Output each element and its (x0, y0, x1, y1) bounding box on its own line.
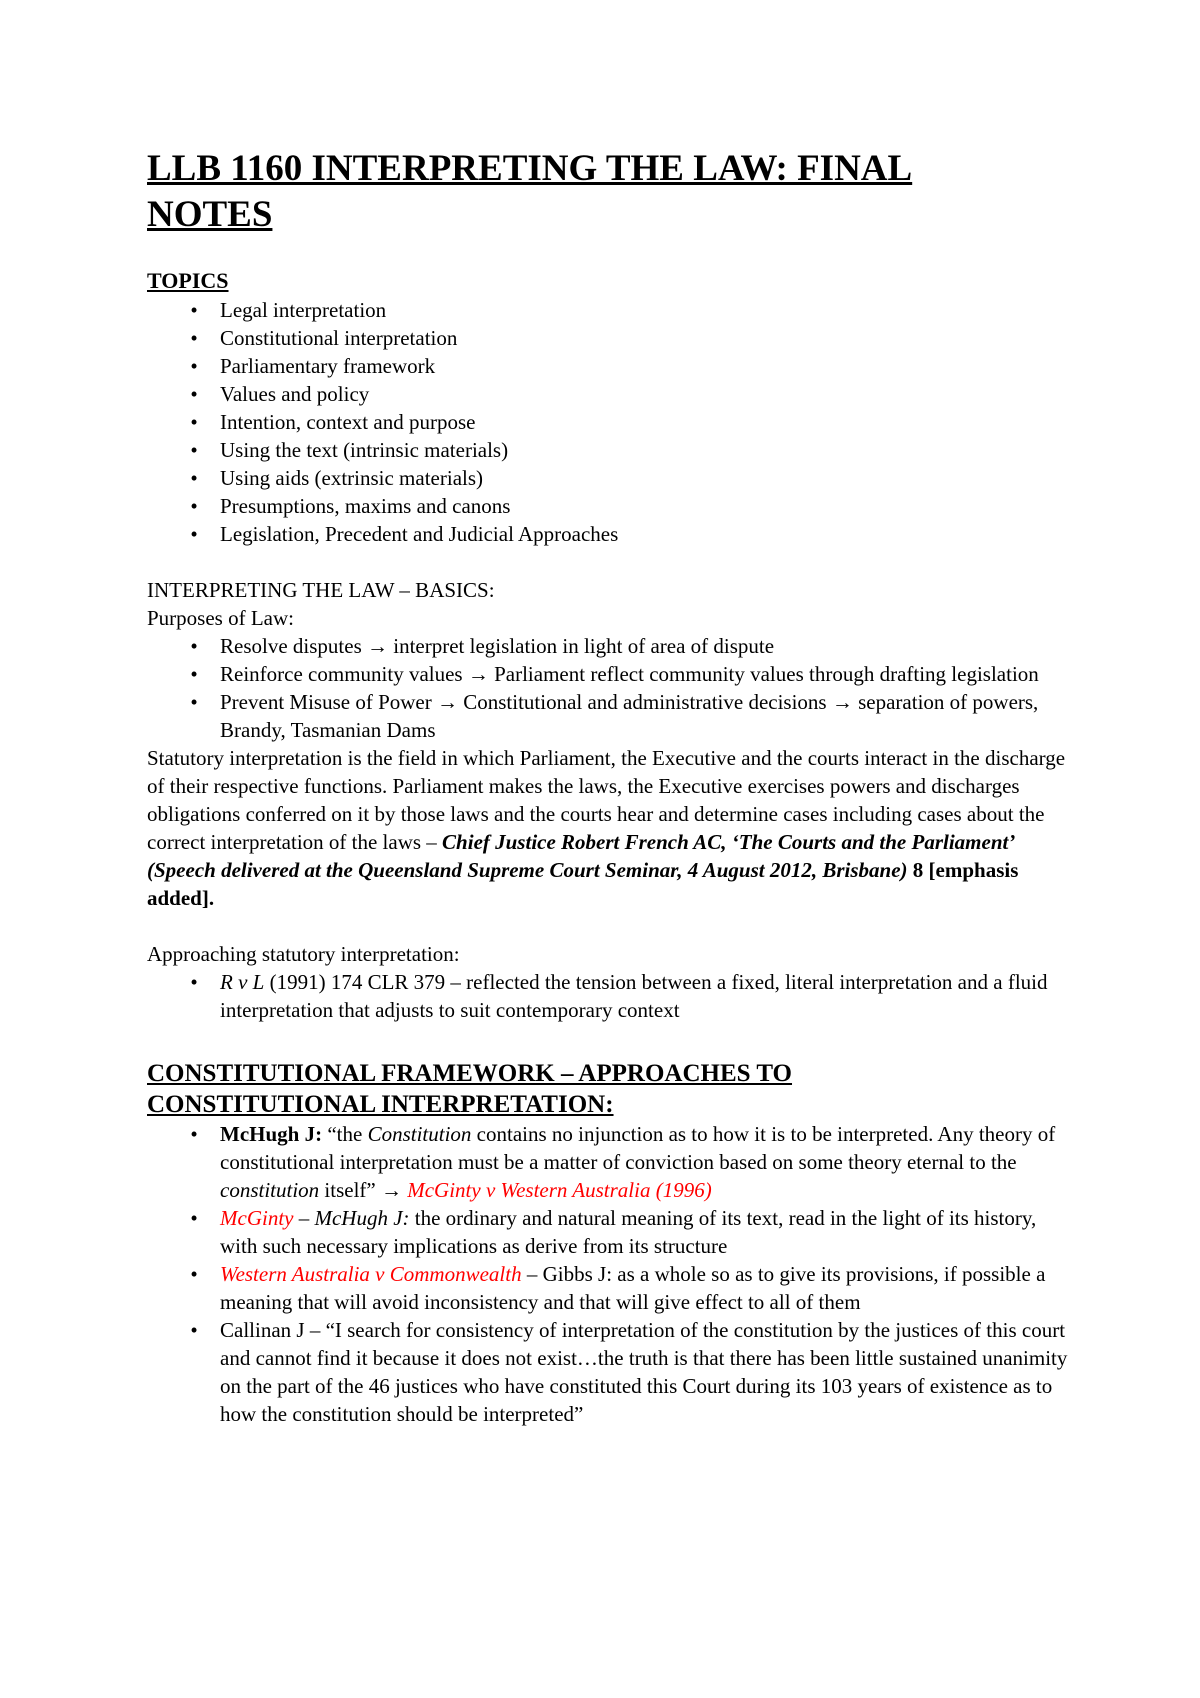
bullet-icon: • (190, 662, 198, 686)
judge-name: McHugh J: (314, 1206, 410, 1230)
constitutional-list (147, 1120, 1077, 1428)
document-title: LLB 1160 INTERPRETING THE LAW: FINAL NOTES (147, 148, 913, 235)
statutory-paragraph: Statutory interpretation is the field in which Parliament, the Executive and the courts interact in the discharge of their respective functions. Parliament makes the laws, the Executive exercises powers and discharges obligations conferred on it by those laws and the courts hear and determine cases including cases about the correct interpretation of the laws – Chief Justice Robert French AC, ‘The Courts and the Parliament’ (Speech delivered at the Queensland Supreme Court Seminar, 4 August 2012, Brisbane) 8 [emphasis added]. (147, 746, 1066, 910)
arrow-right-icon: → (831, 690, 853, 714)
list-item: • Reinforce community values → Parliament reflect community values through drafting legislation (147, 660, 1077, 688)
bullet-icon: • (190, 494, 198, 518)
list-item: • R v L (1991) 174 CLR 379 – reflected the tension between a fixed, literal interpretation and a fluid interpretation that adjusts to suit contemporary context (147, 968, 1077, 1024)
case-name: McGinty (220, 1206, 294, 1230)
constitutional-heading: CONSTITUTIONAL FRAMEWORK – APPROACHES TO CONSTITUTIONAL INTERPRETATION: (147, 1060, 793, 1118)
topics-list (147, 296, 1077, 548)
list-item: • Western Australia v Commonwealth – Gibbs J: as a whole so as to give its provisions, if possible a meaning that will avoid inconsistency and that will give effect to all of them (147, 1260, 1077, 1316)
bullet-icon: • (190, 970, 198, 994)
list-item: • Constitutional interpretation (147, 324, 1077, 352)
list-item: • Legal interpretation (147, 296, 1077, 324)
arrow-right-icon: → (367, 634, 388, 658)
list-item: • Callinan J – “I search for consistency of interpretation of the constitution by the justices of this court and cannot find it because it does not exist…the truth is that there has been little sustained unanimity on the part of the 46 justices who have constituted this Court during its 103 years of existence as to how the constitution should be interpreted” (147, 1316, 1077, 1428)
bullet-icon: • (190, 634, 198, 658)
list-item: • Intention, context and purpose (147, 408, 1077, 436)
arrow-right-icon: → (380, 1178, 402, 1202)
purposes-subheading: Purposes of Law: (147, 606, 294, 630)
approach-heading: Approaching statutory interpretation: (147, 942, 460, 966)
basics-heading: INTERPRETING THE LAW – BASICS: (147, 578, 495, 602)
case-name: R v L (220, 970, 265, 994)
purposes-list (147, 632, 1077, 744)
judge-name: McHugh J: (220, 1122, 323, 1146)
bullet-icon: • (190, 690, 198, 714)
bullet-icon: • (190, 410, 198, 434)
approach-list (147, 968, 1077, 1024)
topics-heading: TOPICS (147, 268, 229, 293)
list-item: • McHugh J: “the Constitution contains no injunction as to how it is to be interpreted. Any theory of constitutional interpretation must be a matter of conviction based on some theory eternal to the constitution itself” → McGinty v Western Australia (1996) (147, 1120, 1077, 1204)
list-item: • Parliamentary framework (147, 352, 1077, 380)
arrow-right-icon: → (436, 690, 458, 714)
list-item: • Legislation, Precedent and Judicial Approaches (147, 520, 1077, 548)
citation: Chief Justice Robert French AC, ‘The Courts and the Parliament’ (Speech delivered at the Queensland Supreme Court Seminar, 4 August 2012, Brisbane) (147, 830, 1014, 882)
bullet-icon: • (190, 1318, 198, 1342)
list-item: • Using aids (extrinsic materials) (147, 464, 1077, 492)
bullet-icon: • (190, 466, 198, 490)
list-item: • Resolve disputes → interpret legislation in light of area of dispute (147, 632, 1077, 660)
bullet-icon: • (190, 1206, 198, 1230)
list-item: • Presumptions, maxims and canons (147, 492, 1077, 520)
list-item: • Prevent Misuse of Power → Constitutional and administrative decisions → separation of powers, Brandy, Tasmanian Dams (147, 688, 1077, 744)
case-name: Western Australia v Commonwealth (220, 1262, 522, 1286)
list-item: • Using the text (intrinsic materials) (147, 436, 1077, 464)
list-item: • Values and policy (147, 380, 1077, 408)
bullet-icon: • (190, 382, 198, 406)
bullet-icon: • (190, 326, 198, 350)
document-body (147, 146, 1077, 1428)
bullet-icon: • (190, 522, 198, 546)
list-item: • McGinty – McHugh J: the ordinary and natural meaning of its text, read in the light of its history, with such necessary implications as derive from its structure (147, 1204, 1077, 1260)
arrow-right-icon: → (467, 662, 489, 686)
bullet-icon: • (190, 1122, 198, 1146)
bullet-icon: • (190, 1262, 198, 1286)
bullet-icon: • (190, 298, 198, 322)
bullet-icon: • (190, 438, 198, 462)
case-name: McGinty v Western Australia (1996) (407, 1178, 712, 1202)
bullet-icon: • (190, 354, 198, 378)
